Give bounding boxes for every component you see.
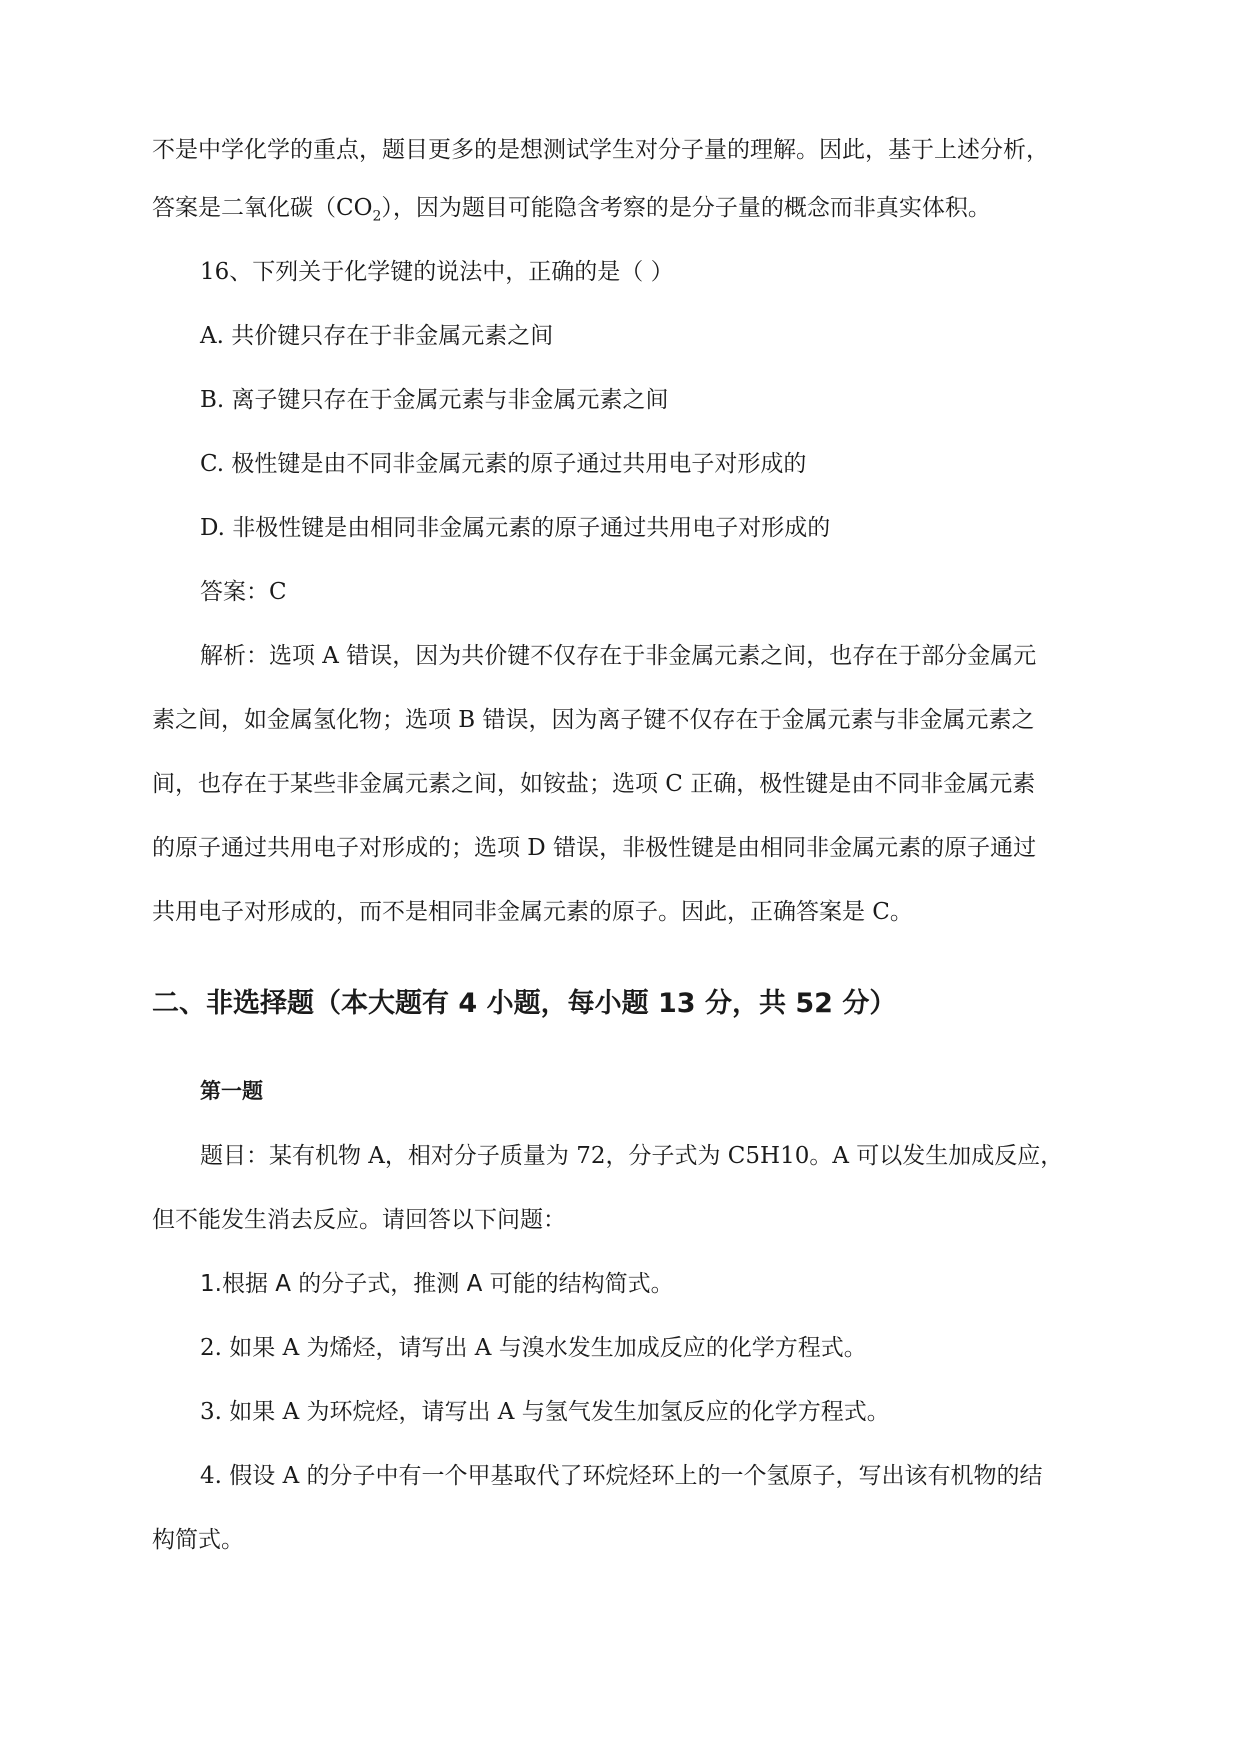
analysis-line: 的原子通过共用电子对形成的；选项 D 错误，非极性键是由相同非金属元素的原子通过 [152,835,1037,861]
question-stem: 16、下列关于化学键的说法中，正确的是（ ） [200,259,674,285]
question-stem: 但不能发生消去反应。请回答以下问题： [152,1207,566,1233]
question-stem: 题目：某有机物 A，相对分子质量为 72，分子式为 C5H10。A 可以发生加成反应， [200,1143,1064,1169]
analysis-line: 共用电子对形成的，而不是相同非金属元素的原子。因此，正确答案是 C。 [152,899,913,925]
option-b: B. 离子键只存在于金属元素与非金属元素之间 [200,387,669,413]
analysis-line: 解析：选项 A 错误，因为共价键不仅存在于非金属元素之间，也存在于部分金属元 [200,643,1037,669]
sub-question-4: 4. 假设 A 的分子中有一个甲基取代了环烷烃环上的一个氢原子，写出该有机物的结 [200,1463,1043,1489]
option-c: C. 极性键是由不同非金属元素的原子通过共用电子对形成的 [200,451,807,477]
sub-question-1: 1.根据 A 的分子式，推测 A 可能的结构简式。 [200,1271,674,1297]
text-span: ），因为题目可能隐含考察的是分子量的概念而非真实体积。 [381,195,991,221]
sub-question-2: 2. 如果 A 为烯烃，请写出 A 与溴水发生加成反应的化学方程式。 [200,1335,867,1361]
option-d: D. 非极性键是由相同非金属元素的原子通过共用电子对形成的 [200,515,831,541]
analysis-line: 素之间，如金属氢化物；选项 B 错误，因为离子键不仅存在于金属元素与非金属元素之 [152,707,1035,733]
question-title: 第一题 [200,1079,263,1103]
analysis-line: 间，也存在于某些非金属元素之间，如铵盐；选项 C 正确，极性键是由不同非金属元素 [152,771,1036,797]
section-heading: 二、非选择题（本大题有 4 小题，每小题 13 分，共 52 分） [152,988,897,1019]
sub-question-4-continued: 构简式。 [152,1527,244,1553]
sub-question-3: 3. 如果 A 为环烷烃，请写出 A 与氢气发生加氢反应的化学方程式。 [200,1399,890,1425]
text-span: 答案是二氧化碳（CO [152,195,373,221]
answer-line: 答案：C [200,579,287,605]
option-a: A. 共价键只存在于非金属元素之间 [200,323,554,349]
subscript: 2 [372,208,382,225]
paragraph-line: 不是中学化学的重点，题目更多的是想测试学生对分子量的理解。因此，基于上述分析， [152,137,1049,163]
paragraph-line [152,192,1112,224]
